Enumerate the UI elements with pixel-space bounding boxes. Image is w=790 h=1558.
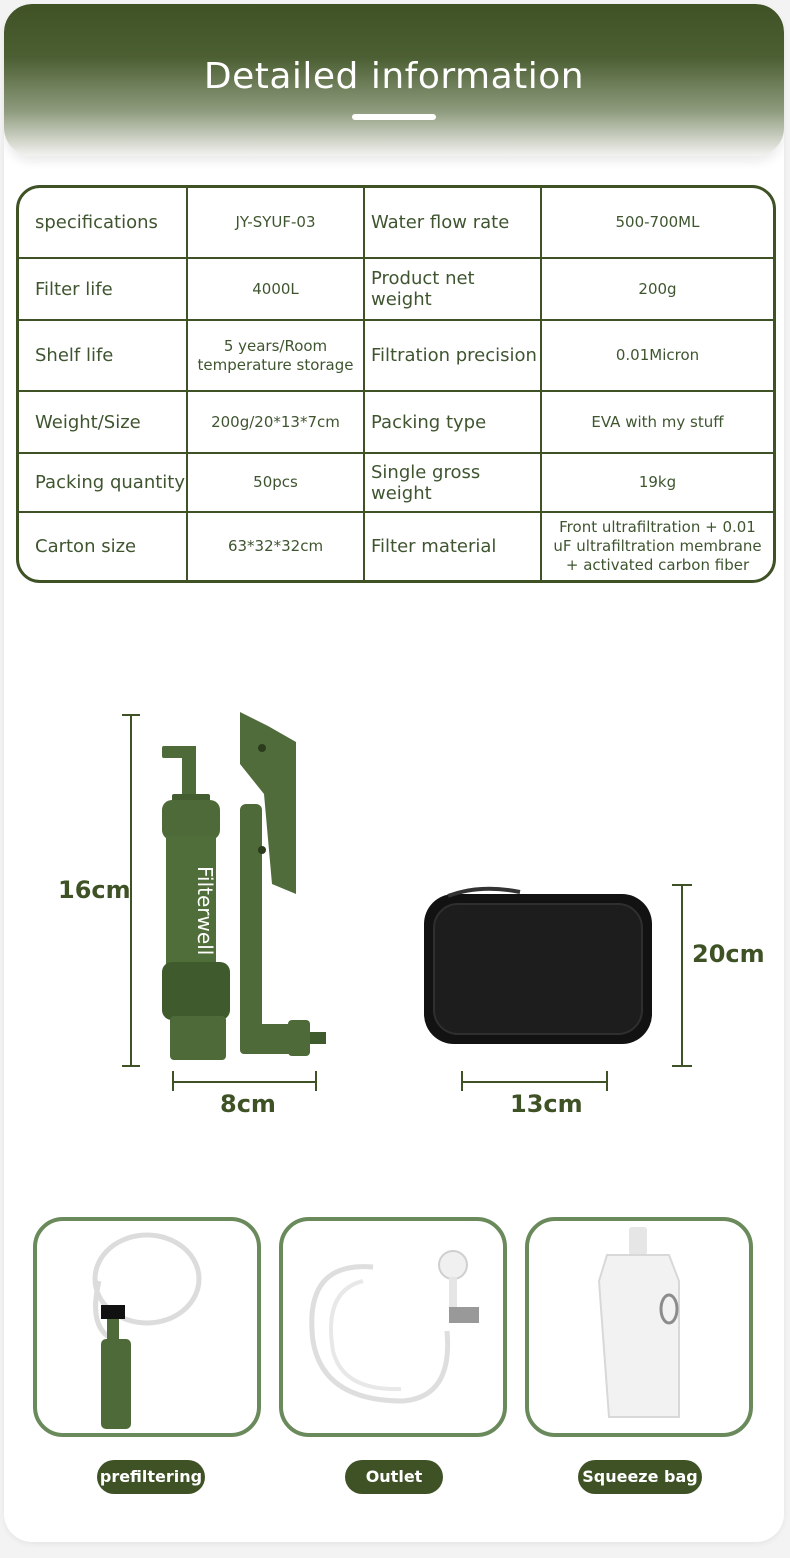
spec-label: Carton size: [19, 512, 187, 580]
spec-value: 0.01Micron: [541, 320, 773, 391]
spec-label: Single gross weight: [364, 453, 541, 512]
spec-value: 63*32*32cm: [187, 512, 364, 580]
width-dimension-line: [172, 1081, 316, 1083]
accessory-card-squeeze-bag: [525, 1217, 753, 1437]
spec-value: 200g/20*13*7cm: [187, 391, 364, 453]
dimension-tick: [122, 714, 140, 716]
spec-value: 19kg: [541, 453, 773, 512]
dimension-tick: [672, 1065, 692, 1067]
brand-logo-text: Filterwell: [193, 866, 217, 956]
spec-value: 500-700ML: [541, 188, 773, 258]
title-underline: [352, 114, 436, 120]
filter-straw-image: [154, 704, 344, 1064]
table-row: [19, 320, 773, 391]
spec-value: Front ultrafiltration + 0.01 uF ultrafiltration membrane + activated carbon fiber: [541, 512, 773, 580]
squeeze-bag-image: [529, 1221, 749, 1433]
page-title: Detailed information: [203, 56, 585, 97]
accessory-label-outlet-pipe: Outlet pipe: [345, 1460, 443, 1494]
table-row: [19, 512, 773, 580]
filter-width-label: 8cm: [220, 1090, 276, 1118]
product-detail-page: [4, 4, 784, 1542]
spec-label: Packing type: [364, 391, 541, 453]
table-row: [19, 453, 773, 512]
spec-value: 50pcs: [187, 453, 364, 512]
case-width-label: 13cm: [510, 1090, 583, 1118]
case-height-label: 20cm: [692, 940, 765, 968]
dimension-tick: [672, 884, 692, 886]
spec-label: Product net weight: [364, 258, 541, 320]
dimension-tick: [172, 1071, 174, 1091]
table-row: [19, 391, 773, 453]
spec-label: Filter material: [364, 512, 541, 580]
accessory-card-outlet-pipe: [279, 1217, 507, 1437]
spec-value: 5 years/Room temperature storage: [187, 320, 364, 391]
spec-label: Packing quantity: [19, 453, 187, 512]
case-width-dimension-line: [461, 1081, 607, 1083]
spec-value: EVA with my stuff: [541, 391, 773, 453]
filter-height-label: 16cm: [58, 876, 131, 904]
dimension-tick: [315, 1071, 317, 1091]
dimension-tick: [606, 1071, 608, 1091]
spec-label: Filter life: [19, 258, 187, 320]
case-height-dimension-line: [681, 884, 683, 1066]
spec-label: Shelf life: [19, 320, 187, 391]
spec-value: 200g: [541, 258, 773, 320]
table-row: [19, 188, 773, 258]
spec-label: Water flow rate: [364, 188, 541, 258]
spec-value: 4000L: [187, 258, 364, 320]
spec-label: Filtration precision: [364, 320, 541, 391]
dimension-tick: [461, 1071, 463, 1091]
accessory-label-squeeze-bag: Squeeze bag: [578, 1460, 702, 1494]
section-header: [4, 4, 784, 156]
outlet-pipe-image: [283, 1221, 503, 1433]
specifications-table: [16, 185, 776, 583]
spec-label: specifications: [19, 188, 187, 258]
accessory-label-prefiltering: prefiltering: [97, 1460, 205, 1494]
accessory-card-prefiltering: [33, 1217, 261, 1437]
carry-case-image: [420, 882, 658, 1052]
spec-label: Weight/Size: [19, 391, 187, 453]
table-row: [19, 258, 773, 320]
spec-value: JY-SYUF-03: [187, 188, 364, 258]
prefilter-image: [37, 1221, 257, 1433]
dimension-tick: [122, 1065, 140, 1067]
